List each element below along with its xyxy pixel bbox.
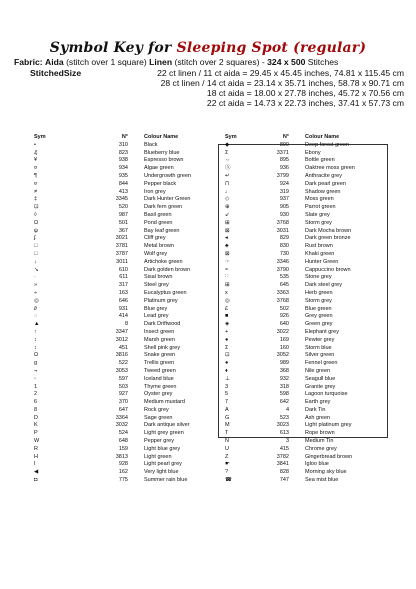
number-cell: 730 bbox=[279, 250, 289, 257]
colour-name-cell: Metal brown bbox=[144, 243, 174, 250]
symbol-cell: ¶ bbox=[34, 172, 37, 179]
number-cell: 905 bbox=[279, 204, 289, 211]
colour-name-cell: Grey green bbox=[305, 313, 333, 320]
number-cell: 3781 bbox=[115, 243, 128, 250]
number-cell: 414 bbox=[118, 313, 128, 320]
colour-name-cell: Rust brown bbox=[305, 243, 333, 250]
size-row-3: 22 ct aida = 14.73 x 22.73 inches, 37.41 x 57.73 cm bbox=[206, 98, 404, 108]
number-cell: 501 bbox=[118, 219, 128, 226]
number-cell: 3768 bbox=[276, 219, 289, 226]
colour-name-cell: Light green bbox=[144, 453, 172, 460]
symbol-cell: 7 bbox=[225, 399, 229, 406]
colour-name-cell: Sea mist blue bbox=[305, 477, 339, 484]
symbol-cell: ● bbox=[225, 360, 229, 367]
symbol-cell: ⊡ bbox=[34, 204, 39, 211]
number-cell: 611 bbox=[119, 274, 128, 281]
symbol-cell: ■ bbox=[225, 313, 229, 320]
header-num: N° bbox=[282, 134, 289, 140]
colour-name-cell: Medium mustard bbox=[144, 399, 185, 406]
colour-name-cell: Pepper black bbox=[144, 180, 177, 187]
symbol-cell: ◀ bbox=[34, 469, 39, 476]
colour-name-cell: Anthracite grey bbox=[305, 172, 342, 179]
number-cell: 927 bbox=[118, 391, 128, 398]
symbol-cell: ↓ bbox=[34, 258, 37, 265]
number-cell: 310 bbox=[118, 141, 128, 148]
symbol-cell: W bbox=[34, 438, 40, 445]
symbol-cell: ψ bbox=[34, 227, 38, 234]
number-cell: 642 bbox=[279, 399, 289, 406]
colour-name-cell: Earth grey bbox=[305, 399, 331, 406]
colour-name-cell: Snake green bbox=[144, 352, 176, 359]
symbol-cell: 1 bbox=[34, 383, 38, 390]
number-cell: 597 bbox=[118, 375, 128, 382]
number-cell: 646 bbox=[118, 297, 128, 304]
number-cell: 159 bbox=[118, 445, 128, 452]
number-cell: 3816 bbox=[115, 352, 128, 359]
symbol-cell: M bbox=[225, 422, 230, 429]
symbol-cell: ◌ bbox=[34, 313, 38, 320]
symbol-cell: R bbox=[34, 445, 38, 452]
number-cell: 989 bbox=[279, 360, 289, 367]
symbol-cell: ☞ bbox=[225, 258, 230, 265]
colour-name-cell: Igloo blue bbox=[305, 461, 329, 468]
number-cell: 319 bbox=[279, 188, 289, 195]
colour-name-cell: Rope brown bbox=[305, 430, 335, 437]
symbol-cell: ◎ bbox=[225, 297, 230, 304]
symbol-cell: 3 bbox=[225, 383, 229, 390]
fabric-linen: Linen bbox=[149, 57, 173, 67]
number-cell: 3782 bbox=[276, 453, 289, 460]
colour-name-cell: Granite grey bbox=[305, 383, 336, 390]
colour-name-cell: Shadow green bbox=[305, 188, 341, 195]
number-cell: 169 bbox=[279, 336, 289, 343]
number-cell: 932 bbox=[279, 375, 289, 382]
colour-name-cell: Chrome grey bbox=[305, 445, 337, 452]
symbol-cell: ¤ bbox=[34, 165, 38, 172]
symbol-cell: ☎ bbox=[225, 477, 232, 484]
number-cell: 936 bbox=[279, 165, 289, 172]
symbol-cell: g bbox=[34, 360, 38, 367]
colour-name-cell: Ebony bbox=[305, 149, 321, 156]
symbol-cell: D bbox=[34, 414, 38, 421]
symbol-cell: ⊥ bbox=[225, 375, 230, 382]
symbol-cell: x bbox=[225, 289, 228, 296]
symbol-cell: Σ bbox=[225, 149, 229, 156]
colour-name-cell: Ash green bbox=[305, 414, 331, 421]
number-cell: 775 bbox=[118, 477, 128, 484]
colour-name-cell: Iceland blue bbox=[144, 375, 174, 382]
number-cell: 3841 bbox=[276, 461, 289, 468]
symbol-cell: T bbox=[225, 430, 229, 437]
symbol-cell: » bbox=[34, 282, 38, 289]
number-cell: 8 bbox=[124, 321, 128, 328]
symbol-cell: £ bbox=[225, 305, 229, 312]
symbol-cell: ⊡ bbox=[225, 352, 230, 359]
colour-name-cell: Light grey green bbox=[144, 430, 184, 437]
colour-name-cell: Sage green bbox=[144, 414, 173, 421]
colour-name-cell: Thyme green bbox=[144, 383, 177, 390]
page-title bbox=[0, 40, 416, 56]
symbol-cell: ◈ bbox=[225, 321, 230, 328]
colour-name-cell: Espresso brown bbox=[144, 157, 184, 164]
symbol-cell: G bbox=[225, 414, 230, 421]
number-cell: 610 bbox=[118, 266, 128, 273]
symbol-cell: Z bbox=[225, 453, 229, 460]
fabric-line bbox=[14, 57, 404, 67]
number-cell: 522 bbox=[118, 360, 128, 367]
symbol-cell: ‡ bbox=[34, 196, 38, 203]
colour-name-cell: Bay leaf green bbox=[144, 227, 180, 234]
number-cell: 645 bbox=[279, 282, 289, 289]
symbol-cell: H bbox=[34, 453, 38, 460]
number-cell: 3032 bbox=[115, 422, 128, 429]
header-name: Colour Name bbox=[305, 134, 340, 140]
symbol-cell: ∂ bbox=[34, 305, 37, 312]
symbol-cell: ∷ bbox=[225, 274, 229, 281]
colour-name-cell: Dark pearl green bbox=[305, 180, 346, 187]
fabric-aida-note: (stitch over 1 square) bbox=[66, 57, 147, 67]
pattern-name: Sleeping Spot (regular) bbox=[176, 40, 367, 56]
number-cell: 502 bbox=[279, 305, 289, 312]
colour-name-cell: Pepper grey bbox=[144, 438, 174, 445]
symbol-cell: ▲ bbox=[34, 321, 40, 328]
number-cell: 3011 bbox=[116, 258, 128, 265]
number-cell: 844 bbox=[118, 180, 128, 187]
number-cell: 3012 bbox=[115, 336, 128, 343]
colour-name-cell: Storm grey bbox=[305, 297, 332, 304]
colour-name-cell: Parrot green bbox=[305, 204, 336, 211]
colour-name-cell: Light platinum grey bbox=[305, 422, 352, 429]
number-cell: 613 bbox=[279, 430, 289, 437]
symbol-cell: □ bbox=[34, 243, 38, 250]
colour-name-cell: Blue grey bbox=[144, 305, 168, 312]
number-cell: 934 bbox=[118, 165, 128, 172]
colour-name-cell: Dark Hunter Green bbox=[144, 196, 191, 203]
number-cell: 747 bbox=[279, 477, 289, 484]
number-cell: 928 bbox=[118, 461, 128, 468]
symbol-cell: N bbox=[225, 438, 229, 445]
number-cell: 938 bbox=[118, 157, 128, 164]
number-cell: 3790 bbox=[276, 266, 289, 273]
number-cell: 924 bbox=[279, 180, 289, 187]
colour-name-cell: Gingerbread brown bbox=[305, 453, 353, 460]
colour-name-cell: Oaktree moss green bbox=[305, 165, 355, 172]
fabric-aida: Aida bbox=[45, 57, 64, 67]
colour-name-cell: Shell pink grey bbox=[144, 344, 181, 351]
number-cell: 3787 bbox=[115, 250, 128, 257]
symbol-cell: Ω bbox=[34, 352, 39, 359]
colour-name-cell: Algae green bbox=[144, 165, 174, 172]
number-cell: 935 bbox=[118, 172, 128, 179]
number-cell: 317 bbox=[118, 282, 128, 289]
colour-name-cell: Dark Mocha brown bbox=[305, 227, 352, 234]
stitched-size-label: StitchedSize bbox=[30, 68, 82, 78]
colour-name-cell: Elephant grey bbox=[305, 328, 339, 335]
number-cell: 368 bbox=[279, 367, 289, 374]
colour-name-cell: Platinum grey bbox=[144, 297, 178, 304]
symbol-cell: Ω bbox=[34, 219, 39, 226]
number-cell: 3031 bbox=[276, 227, 289, 234]
colour-name-cell: Marsh green bbox=[144, 336, 175, 343]
symbol-cell: ♩ bbox=[225, 188, 231, 195]
number-cell: 535 bbox=[279, 274, 289, 281]
number-cell: 3 bbox=[285, 438, 289, 445]
number-cell: 3371 bbox=[276, 149, 289, 156]
number-cell: 829 bbox=[279, 235, 289, 242]
colour-name-cell: Seagull blue bbox=[305, 375, 336, 382]
header-sym: Sym bbox=[225, 134, 237, 140]
number-cell: 640 bbox=[279, 321, 289, 328]
colour-name-cell: Blue green bbox=[305, 305, 332, 312]
number-cell: 3021 bbox=[115, 235, 128, 242]
colour-name-cell: Light blue grey bbox=[144, 445, 181, 452]
number-cell: 3345 bbox=[115, 196, 128, 203]
number-cell: 3347 bbox=[115, 328, 128, 335]
symbol-cell: ↑ bbox=[34, 328, 37, 335]
colour-name-cell: Dark Tin bbox=[305, 406, 326, 413]
colour-name-cell: Artichoke green bbox=[144, 258, 183, 265]
colour-name-cell: Very light blue bbox=[144, 469, 179, 476]
colour-name-cell: Dark fern green bbox=[144, 204, 183, 211]
symbol-cell: K bbox=[34, 422, 38, 429]
symbol-cell: · bbox=[34, 274, 36, 281]
colour-name-cell: Silver green bbox=[305, 352, 335, 359]
header-name: Colour Name bbox=[144, 134, 179, 140]
header-num: N° bbox=[121, 134, 128, 140]
symbol-cell: 6 bbox=[34, 399, 38, 406]
symbol-cell: ◦ bbox=[34, 375, 36, 382]
symbol-cell: P bbox=[34, 430, 38, 437]
number-cell: 318 bbox=[279, 383, 289, 390]
number-cell: 930 bbox=[279, 211, 289, 218]
number-cell: 3813 bbox=[115, 453, 128, 460]
number-cell: 3768 bbox=[276, 297, 289, 304]
symbol-cell: □ bbox=[34, 250, 38, 257]
symbol-cell: ʄ bbox=[34, 235, 36, 242]
colour-name-cell: Fennel green bbox=[305, 360, 338, 367]
symbol-cell: + bbox=[225, 328, 229, 335]
symbol-cell: ♣ bbox=[225, 243, 229, 250]
number-cell: 3053 bbox=[115, 367, 128, 374]
number-cell: 163 bbox=[118, 289, 128, 296]
colour-name-cell: Pewter grey bbox=[305, 336, 335, 343]
colour-name-cell: Tweed green bbox=[144, 367, 176, 374]
fabric-linen-note: (stitch over 2 squares) - bbox=[174, 57, 265, 67]
number-cell: 3052 bbox=[276, 352, 289, 359]
symbol-cell: 5 bbox=[225, 391, 229, 398]
symbol-cell: ◘ bbox=[34, 477, 38, 484]
colour-name-cell: Cappuccino brown bbox=[305, 266, 351, 273]
number-cell: 926 bbox=[279, 313, 289, 320]
colour-name-cell: Moss green bbox=[305, 196, 334, 203]
number-cell: 895 bbox=[279, 157, 289, 164]
number-cell: 524 bbox=[118, 430, 128, 437]
stitch-count: 324 x 500 bbox=[267, 57, 306, 67]
colour-name-cell: Undergrowth green bbox=[144, 172, 192, 179]
colour-name-cell: Rock grey bbox=[144, 406, 169, 413]
number-cell: 160 bbox=[279, 344, 289, 351]
colour-name-cell: Dark steel grey bbox=[305, 282, 342, 289]
number-cell: 3022 bbox=[276, 328, 289, 335]
symbol-cell: ◇ bbox=[225, 196, 230, 203]
symbol-cell: ÷ bbox=[34, 289, 38, 296]
colour-name-cell: Slate grey bbox=[305, 211, 330, 218]
symbol-cell: I bbox=[34, 461, 36, 468]
colour-name-cell: Medium Tin bbox=[305, 438, 334, 445]
colour-name-cell: Nile green bbox=[305, 367, 331, 374]
colour-name-cell: Sisal brown bbox=[144, 274, 173, 281]
symbol-cell: ⇔ bbox=[225, 157, 231, 164]
size-row-2: 18 ct aida = 18.00 x 27.78 inches, 45.72 x 70.56 cm bbox=[206, 88, 404, 98]
number-cell: 415 bbox=[279, 445, 289, 452]
symbol-cell: ↕ bbox=[34, 336, 37, 343]
colour-name-cell: Cliff grey bbox=[144, 235, 166, 242]
colour-name-cell: Black bbox=[144, 141, 158, 148]
number-cell: 367 bbox=[118, 227, 128, 234]
number-cell: 987 bbox=[118, 211, 128, 218]
title-prefix: Symbol Key for bbox=[49, 40, 177, 56]
colour-name-cell: Light pearl grey bbox=[144, 461, 182, 468]
symbol-cell: ◆ bbox=[225, 141, 230, 148]
symbol-cell: ¬ bbox=[34, 367, 38, 374]
symbol-cell: ⊕ bbox=[225, 204, 230, 211]
colour-name-cell: Dark green bronze bbox=[305, 235, 351, 242]
symbol-cell: ● bbox=[225, 336, 229, 343]
colour-name-cell: Summer rain blue bbox=[144, 477, 188, 484]
size-row-0: 22 ct linen / 11 ct aida = 29.45 x 45.45 inches, 74.81 x 115.45 cm bbox=[157, 68, 404, 78]
symbol-cell: ♦ bbox=[225, 367, 228, 374]
symbol-cell: ⊠ bbox=[225, 250, 230, 257]
colour-name-cell: Storm blue bbox=[305, 344, 332, 351]
number-cell: 523 bbox=[279, 414, 289, 421]
colour-name-cell: Trellis green bbox=[144, 360, 175, 367]
symbol-cell: ⊓ bbox=[225, 180, 230, 187]
symbol-cell: ◎ bbox=[34, 297, 39, 304]
number-cell: 413 bbox=[118, 188, 128, 195]
colour-name-cell: Eucalyptus green bbox=[144, 289, 187, 296]
colour-name-cell: Wolf grey bbox=[144, 250, 168, 257]
number-cell: 4 bbox=[285, 406, 289, 413]
colour-name-cell: Stone grey bbox=[305, 274, 332, 281]
number-cell: 828 bbox=[279, 469, 289, 476]
symbol-cell: ↙ bbox=[225, 211, 230, 218]
symbol-cell: ↕ bbox=[34, 344, 37, 351]
number-cell: 598 bbox=[279, 391, 289, 398]
colour-name-cell: Blueberry blue bbox=[144, 149, 180, 156]
number-cell: 370 bbox=[118, 399, 128, 406]
symbol-cell: ¥ bbox=[34, 157, 38, 164]
number-cell: 648 bbox=[118, 438, 128, 445]
symbol-cell: ⊞ bbox=[225, 282, 230, 289]
number-cell: 451 bbox=[118, 344, 128, 351]
symbol-cell: ≈ bbox=[225, 266, 229, 273]
symbol-cell: ⊠ bbox=[225, 227, 230, 234]
colour-name-cell: Lead grey bbox=[144, 313, 169, 320]
colour-name-cell: Dark golden brown bbox=[144, 266, 191, 273]
symbol-cell: ¤ bbox=[34, 180, 38, 187]
symbol-cell: ◊ bbox=[34, 211, 37, 218]
number-cell: 937 bbox=[279, 196, 289, 203]
colour-name-cell: Hunter Green bbox=[305, 258, 339, 265]
symbol-cell: ↵ bbox=[225, 172, 230, 179]
symbol-cell: Σ bbox=[225, 344, 229, 351]
number-cell: 931 bbox=[118, 305, 128, 312]
number-cell: 503 bbox=[118, 383, 128, 390]
fabric-label: Fabric: bbox=[14, 57, 43, 67]
header-sym: Sym bbox=[34, 134, 46, 140]
symbol-cell: Ⓐ bbox=[225, 165, 231, 172]
number-cell: 823 bbox=[118, 149, 128, 156]
colour-name-cell: Basil green bbox=[144, 211, 172, 218]
symbol-cell: ◂ bbox=[225, 235, 228, 242]
colour-name-cell: Insect green bbox=[144, 328, 175, 335]
size-row-1: 28 ct linen / 14 ct aida = 23.14 x 35.71 inches, 58.78 x 90.71 cm bbox=[160, 78, 404, 88]
symbol-cell: ₰ bbox=[34, 149, 37, 156]
number-cell: 520 bbox=[118, 204, 128, 211]
symbol-cell: ⊞ bbox=[225, 219, 230, 226]
number-cell: 3363 bbox=[276, 289, 289, 296]
colour-name-cell: Iron grey bbox=[144, 188, 166, 195]
colour-name-cell: Dark antique silver bbox=[144, 422, 190, 429]
colour-name-cell: Deep forest green bbox=[305, 141, 350, 148]
symbol-cell: A bbox=[225, 406, 229, 413]
stitch-count-suffix: Stitches bbox=[307, 57, 339, 67]
colour-name-cell: Dark Driftwood bbox=[144, 321, 181, 328]
symbol-cell: 8 bbox=[34, 406, 38, 413]
symbol-cell: ↘ bbox=[34, 266, 39, 273]
colour-name-cell: Lagoon turquoise bbox=[305, 391, 348, 398]
symbol-cell: ☛ bbox=[225, 461, 230, 468]
colour-name-cell: Steel grey bbox=[144, 282, 169, 289]
colour-name-cell: Green grey bbox=[305, 321, 333, 328]
colour-name-cell: Herb green bbox=[305, 289, 333, 296]
symbol-cell: • bbox=[34, 141, 36, 148]
number-cell: 3364 bbox=[115, 414, 128, 421]
number-cell: 3799 bbox=[276, 172, 289, 179]
number-cell: 830 bbox=[279, 243, 289, 250]
number-cell: 3346 bbox=[276, 258, 289, 265]
number-cell: 890 bbox=[279, 141, 289, 148]
symbol-cell: ≠ bbox=[34, 188, 38, 195]
colour-name-cell: Oyster grey bbox=[144, 391, 173, 398]
symbol-cell: ? bbox=[225, 469, 229, 476]
colour-name-cell: Khaki green bbox=[305, 250, 335, 257]
colour-name-cell: Storm grey bbox=[305, 219, 332, 226]
colour-name-cell: Bottle green bbox=[305, 157, 335, 164]
symbol-cell: U bbox=[225, 445, 229, 452]
number-cell: 647 bbox=[118, 406, 128, 413]
number-cell: 3023 bbox=[276, 422, 289, 429]
colour-name-cell: Morning sky blue bbox=[305, 469, 347, 476]
symbol-cell: 2 bbox=[34, 391, 38, 398]
number-cell: 162 bbox=[118, 469, 128, 476]
colour-name-cell: Pond green bbox=[144, 219, 173, 226]
